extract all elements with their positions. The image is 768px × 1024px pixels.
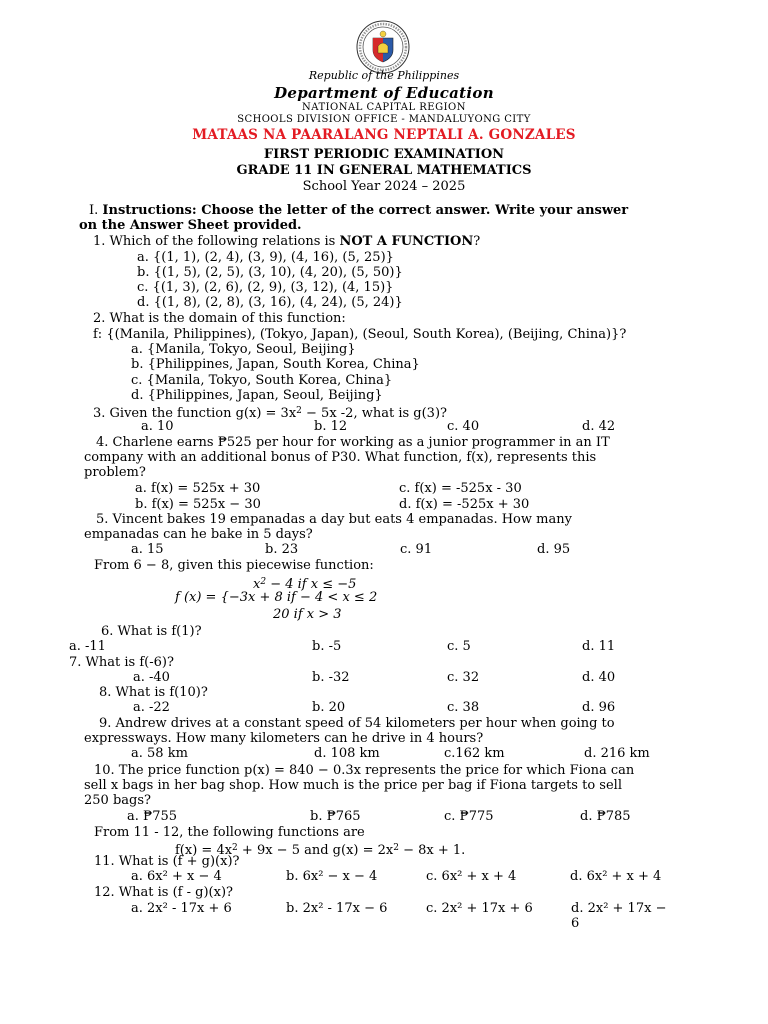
q12-choice-b: b. 2x² - 17x − 6 [286, 901, 388, 916]
region-line: NATIONAL CAPITAL REGION [302, 102, 466, 113]
function-g-exponent: 2 [393, 843, 399, 853]
q9-choice-c: c.162 km [444, 746, 505, 761]
q8-choice-c: c. 38 [447, 700, 480, 715]
q9-choice-a: a. 58 km [131, 746, 188, 761]
question-11-stem: 11. What is (f + g)(x)? [94, 854, 240, 869]
q12-choice-d-wrap: 6 [571, 916, 580, 931]
question-5-line1: 5. Vincent bakes 19 empanadas a day but eats 4 empanadas. How many [96, 512, 572, 527]
question-10-line3: 250 bags? [84, 793, 151, 808]
q11-choice-c: c. 6x² + x + 4 [426, 869, 517, 884]
question-3-text: 3. Given the function g(x) = 3x [93, 406, 297, 421]
piecewise-intro: From 6 − 8, given this piecewise function: [94, 558, 374, 573]
q12-choice-a: a. 2x² - 17x + 6 [131, 901, 232, 916]
question-2-function: f: {(Manila, Philippines), (Tokyo, Japan), (Seoul, South Korea), (Beijing, China)}? [93, 327, 627, 342]
q5-choice-b: b. 23 [265, 542, 299, 557]
question-12-stem: 12. What is (f - g)(x)? [94, 885, 233, 900]
question-1-emphasis: NOT A FUNCTION [339, 234, 474, 249]
division-line: SCHOOLS DIVISION OFFICE - MANDALUYONG CITY [237, 114, 531, 125]
instructions-text: Instructions: Choose the letter of the correct answer. Write your answer [102, 203, 629, 218]
q5-choice-c: c. 91 [400, 542, 433, 557]
question-1-end: ? [473, 234, 481, 249]
q9-choice-d: d. 216 km [584, 746, 650, 761]
piecewise-row-1-condition: − 4 if x ≤ −5 [266, 577, 357, 592]
question-4-line2: company with an additional bonus of P30. What function, f(x), represents this [84, 450, 597, 465]
q10-choice-b: b. ₱765 [310, 809, 361, 824]
q8-choice-a: a. -22 [133, 700, 170, 715]
q4-choice-a: a. f(x) = 525x + 30 [135, 481, 261, 496]
department-name: Department of Education [274, 84, 494, 102]
q3-choice-a: a. 10 [141, 419, 174, 434]
question-10-line2: sell x bags in her bag shop. How much is the price per bag if Fiona targets to sell [84, 778, 622, 793]
question-1-text: 1. Which of the following relations is [93, 234, 340, 249]
q4-choice-d: d. f(x) = -525x + 30 [399, 497, 530, 512]
function-f-exponent: 2 [232, 843, 238, 853]
question-7-stem: 7. What is f(-6)? [69, 655, 174, 670]
q7-choice-b: b. -32 [312, 670, 350, 685]
q6-choice-a: a. -11 [69, 639, 106, 654]
q2-choice-a: a. {Manila, Tokyo, Seoul, Beijing} [131, 342, 356, 357]
q10-choice-a: a. ₱755 [127, 809, 178, 824]
q7-choice-a: a. -40 [133, 670, 170, 685]
q6-choice-b: b. -5 [312, 639, 342, 654]
question-4-line3: problem? [84, 465, 146, 480]
q6-choice-c: c. 5 [447, 639, 471, 654]
q12-choice-d: d. 2x² + 17x − [571, 901, 667, 916]
question-5-line2: empanadas can he bake in 5 days? [84, 527, 313, 542]
q3-choice-d: d. 42 [582, 419, 616, 434]
question-2-stem: 2. What is the domain of this function: [93, 311, 346, 326]
q8-choice-d: d. 96 [582, 700, 616, 715]
question-3-exponent: 2 [296, 406, 302, 416]
question-9-line2: expressways. How many kilometers can he drive in 4 hours? [84, 731, 484, 746]
question-6-stem: 6. What is f(1)? [101, 624, 202, 639]
q11-choice-b: b. 6x² − x − 4 [286, 869, 378, 884]
exam-subject: GRADE 11 IN GENERAL MATHEMATICS [236, 163, 532, 178]
question-3-end: − 5x -2, what is g(3)? [301, 406, 447, 421]
q8-choice-b: b. 20 [312, 700, 346, 715]
instructions-line1 [89, 203, 628, 219]
q1-choice-d: d. {(1, 8), (2, 8), (3, 16), (4, 24), (5, 24)} [137, 295, 403, 310]
q2-choice-b: b. {Philippines, Japan, South Korea, China} [131, 357, 420, 372]
function-f-start: f(x) = 4x [175, 843, 233, 858]
q9-choice-b: d. 108 km [314, 746, 380, 761]
q3-choice-b: b. 12 [314, 419, 348, 434]
question-4-line1: 4. Charlene earns ₱525 per hour for working as a junior programmer in an IT [96, 435, 610, 450]
school-year: School Year 2024 – 2025 [302, 179, 466, 194]
function-g-rest: − 8x + 1. [398, 843, 466, 858]
q2-choice-c: c. {Manila, Tokyo, South Korea, China} [131, 373, 393, 388]
instructions-numeral: I. [89, 203, 99, 218]
piecewise-row-1-var: x [253, 577, 261, 592]
question-8-stem: 8. What is f(10)? [99, 685, 208, 700]
q7-choice-d: d. 40 [582, 670, 616, 685]
q10-choice-c: c. ₱775 [444, 809, 494, 824]
republic-line: Republic of the Philippines [308, 69, 460, 82]
q4-choice-b: b. f(x) = 525x − 30 [135, 497, 261, 512]
q2-choice-d: d. {Philippines, Japan, Seoul, Beijing} [131, 388, 383, 403]
q3-choice-c: c. 40 [447, 419, 480, 434]
q6-choice-d: d. 11 [582, 639, 616, 654]
piecewise-row-3: 20 if x > 3 [273, 607, 342, 622]
q11-choice-a: a. 6x² + x − 4 [131, 869, 222, 884]
question-9-line1: 9. Andrew drives at a constant speed of 54 kilometers per hour when going to [99, 716, 615, 731]
function-f-rest: + 9x − 5 and g(x) = 2x [237, 843, 394, 858]
q11-choice-d: d. 6x² + x + 4 [570, 869, 662, 884]
question-1-stem [93, 234, 480, 250]
question-10-line1: 10. The price function p(x) = 840 − 0.3x represents the price for which Fiona can [94, 763, 635, 778]
school-name: MATAAS NA PAARALANG NEPTALI A. GONZALES [192, 127, 576, 143]
instructions-line2: on the Answer Sheet provided. [79, 218, 302, 233]
piecewise-row-1-exponent: 2 [260, 577, 267, 587]
q1-choice-a: a. {(1, 1), (2, 4), (3, 9), (4, 16), (5, 25)} [137, 250, 394, 265]
q7-choice-c: c. 32 [447, 670, 480, 685]
q4-choice-c: c. f(x) = -525x - 30 [399, 481, 522, 496]
q12-choice-c: c. 2x² + 17x + 6 [426, 901, 533, 916]
q1-choice-b: b. {(1, 5), (2, 5), (3, 10), (4, 20), (5, 50)} [137, 265, 403, 280]
exam-title: FIRST PERIODIC EXAMINATION [263, 147, 505, 162]
q5-choice-d: d. 95 [537, 542, 571, 557]
q5-choice-a: a. 15 [131, 542, 164, 557]
q10-choice-d: d. ₱785 [580, 809, 631, 824]
functions-intro: From 11 - 12, the following functions are [94, 825, 365, 840]
piecewise-row-2: f (x) = {−3x + 8 if − 4 < x ≤ 2 [175, 590, 378, 605]
q1-choice-c: c. {(1, 3), (2, 6), (2, 9), (3, 12), (4, 15)} [137, 280, 394, 295]
deped-seal-icon [356, 20, 410, 74]
